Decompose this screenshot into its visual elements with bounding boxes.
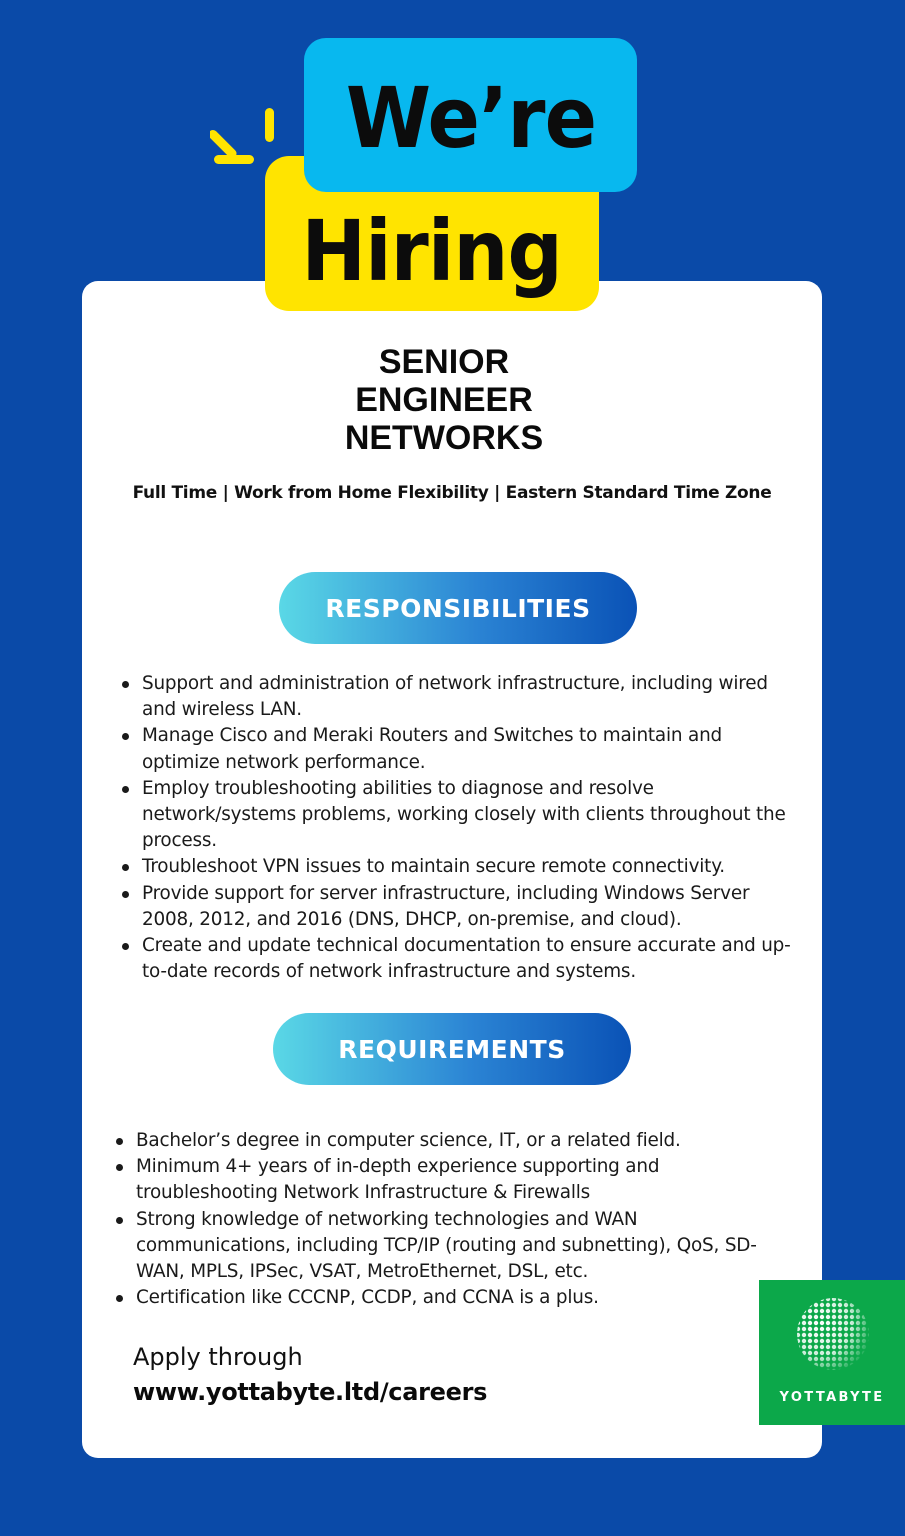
apply-url-link[interactable]: www.yottabyte.ltd/careers [133, 1378, 488, 1406]
yottabyte-logo [759, 1280, 905, 1425]
logo-text: YOTTABYTE [779, 1390, 885, 1405]
job-title-line-1: SENIOR [378, 343, 510, 381]
hero-were-badge [304, 38, 637, 192]
list-item: Troubleshoot VPN issues to maintain secure remote connectivity. [122, 854, 802, 880]
sparkle-accent-icon [210, 104, 282, 174]
hero-line-1: We’re [345, 69, 596, 167]
job-title-line-2: ENGINEER [355, 381, 533, 419]
job-card [82, 281, 822, 1458]
responsibilities-heading: RESPONSIBILITIES [279, 572, 637, 644]
hero-line-2: Hiring [301, 202, 563, 300]
list-item: Bachelor’s degree in computer science, IT, or a related field. [116, 1128, 796, 1154]
list-item: Provide support for server infrastructure, including Windows Server 2008, 2012, and 2016 (DNS, DHCP, on-premise, and cloud). [122, 881, 802, 933]
list-item: Certification like CCCNP, CCDP, and CCNA is a plus. [116, 1285, 796, 1311]
responsibilities-list [122, 671, 802, 985]
list-item: Minimum 4+ years of in-depth experience supporting and troubleshooting Network Infrastructure & Firewalls [116, 1154, 796, 1206]
job-meta: Full Time | Work from Home Flexibility | Eastern Standard Time Zone [132, 483, 772, 503]
job-title-line-3: NETWORKS [344, 419, 544, 457]
list-item: Strong knowledge of networking technologies and WAN communications, including TCP/IP (routing and subnetting), QoS, SD-WAN, MPLS, IPSec, VSAT, MetroEthernet, DSL, etc. [116, 1207, 796, 1286]
list-item: Support and administration of network infrastructure, including wired and wireless LAN. [122, 671, 802, 723]
list-item: Manage Cisco and Meraki Routers and Switches to maintain and optimize network performance. [122, 723, 802, 775]
list-item: Employ troubleshooting abilities to diagnose and resolve network/systems problems, working closely with clients throughout the process. [122, 776, 802, 855]
globe-icon [795, 1296, 871, 1372]
requirements-heading: REQUIREMENTS [273, 1013, 631, 1085]
list-item: Create and update technical documentation to ensure accurate and up-to-date records of network infrastructure and systems. [122, 933, 802, 985]
apply-label: Apply through [133, 1343, 303, 1371]
requirements-list [116, 1128, 796, 1311]
job-title [82, 343, 806, 457]
